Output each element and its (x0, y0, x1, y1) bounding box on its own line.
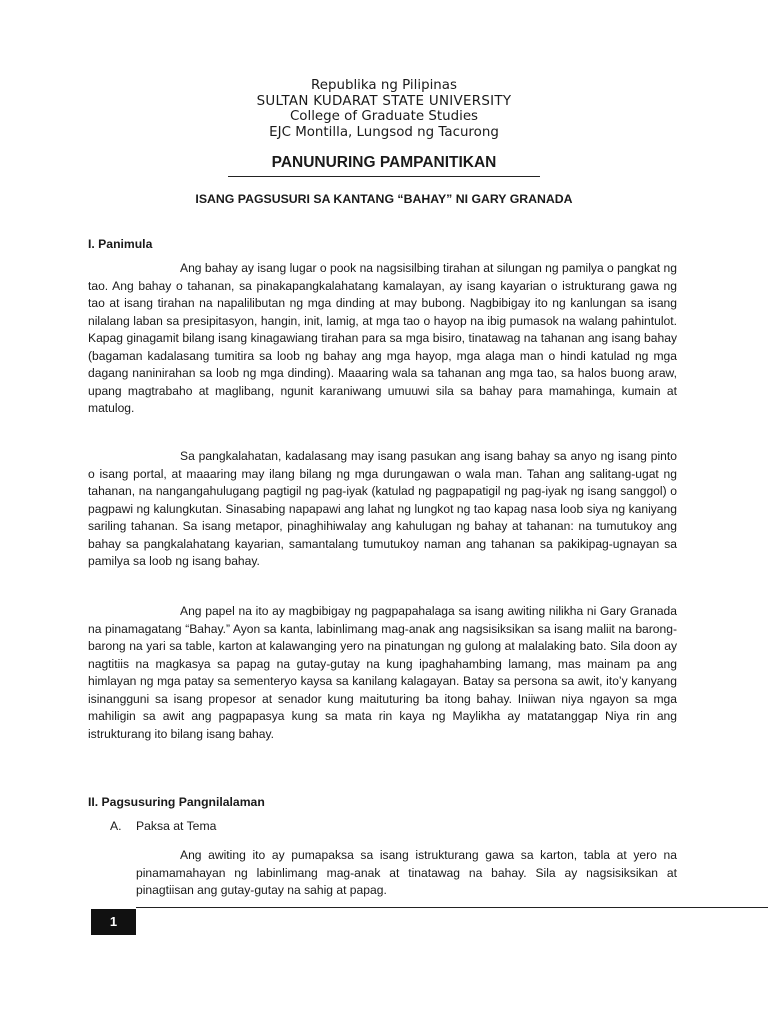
college-name: College of Graduate Studies (289, 109, 479, 124)
page-number: 1 (91, 909, 136, 935)
section-heading-panimula: I. Panimula (88, 237, 153, 251)
document-subtitle: ISANG PAGSUSURI SA KANTANG “BAHAY” NI GARY GRANADA (195, 192, 573, 206)
university-name: SULTAN KUDARAT STATE UNIVERSITY (256, 93, 512, 109)
paragraph-1: Ang bahay ay isang lugar o pook na nagsisilbing tirahan at silungan ng pamilya o pangkat ng tao. Ang bahay o tahanan, sa pinakapangkalahatang kamalayan, ay isang kayarian o istrukturang gawa ng tao at isang tirahan na napalilibutan ng mga dinding at may bubong. Nagbibigay ito ng kanlungan sa isang nilalang laban sa presipitasyon, hangin, init, lamig, at mga tao o hayop na ibig pumasok na walang pahintulot. Kapag ginagamit bilang isang kinagawiang tirahan para sa mga bisiro, tinatawag na tahanan ang isang bahay (bagaman kadalasang tumitira sa loob ng bahay ang mga hayop, mga alaga man o hindi katulad ng mga dagang naninirahan sa loob ng mga dinding). Maaaring wala sa tahanan ang mga tao, sa halos buong araw, upang magtrabaho at maglibang, ngunit karaniwang umuuwi sila sa bahay para mamahinga, kumain at matulog. (88, 261, 677, 415)
footer-rule (136, 907, 768, 908)
title-underline (228, 176, 540, 177)
document-title: PANUNURING PAMPANITIKAN (271, 154, 497, 171)
college-address: EJC Montilla, Lungsod ng Tacurong (269, 124, 499, 140)
republic-line: Republika ng Pilipinas (311, 78, 457, 93)
subsection-heading (110, 819, 216, 833)
subsection-letter: A. (110, 819, 122, 833)
document-header (0, 78, 768, 140)
paragraph-3: Ang papel na ito ay magbibigay ng pagpapahalaga sa isang awiting nilikha ni Gary Granada na pinamagatang “Bahay.” Ayon sa kanta, labinlimang mag-anak ang nagsisiksikan sa isang maliit na barong-barong na yari sa table, karton at kalawanging yero na pinatungan ng gulong at malalaking bato. Sila doon ay nagtitiis na magkasya sa papag na gutay-gutay na kung ipaghahambing lamang, mas mainam pa ang himlayan ng mga patay sa sementeryo kaysa sa kanilang kalagayan. Batay sa persona sa awit, ito’y kanyang isinangguni sa isang propesor at senador kung maituturing ba itong bahay. Iniiwan niya ngayon sa mga mahiligin sa awit ang pagpapasya kung sa mata rin kaya ng Maylikha ay matatanggap Niya rin ang istrukturang ito bilang isang bahay. (88, 604, 677, 741)
paragraph-4: Ang awiting ito ay pumapaksa sa isang istrukturang gawa sa karton, tabla at yero na pinamamahayan ng labinlimang mag-anak at tinatawag na bahay. Sila ay nagsisiksikan at pinagtiisan ang gutay-gutay na sahig at papag. (136, 848, 677, 897)
section-heading-pagsusuri: II. Pagsusuring Pangnilalaman (88, 795, 265, 809)
subsection-label: Paksa at Tema (136, 819, 217, 833)
paragraph-2: Sa pangkalahatan, kadalasang may isang pasukan ang isang bahay sa anyo ng isang pinto o isang portal, at maaaring may ilang bilang ng mga durungawan o wala man. Tahan ang salitang-ugat ng tahanan, na nangangahulugang pagtigil ng pag-iyak (katulad ng pagpapatigil ng pag-iyak ng isang sanggol) o pagpawi ng kalungkutan. Sinasabing napapawi ang lahat ng lungkot ng tao kapag nasa loob siya ng kaniyang sariling tahanan. Sa isang metapor, pinaghihiwalay ang kahulugan ng bahay at tahanan: na tumutukoy ang bahay sa pangkalahatang kayarian, samantalang tumutukoy naman ang tahanan sa pakikipag-ugnayan sa pamilya sa loob ng isang bahay. (88, 449, 677, 568)
